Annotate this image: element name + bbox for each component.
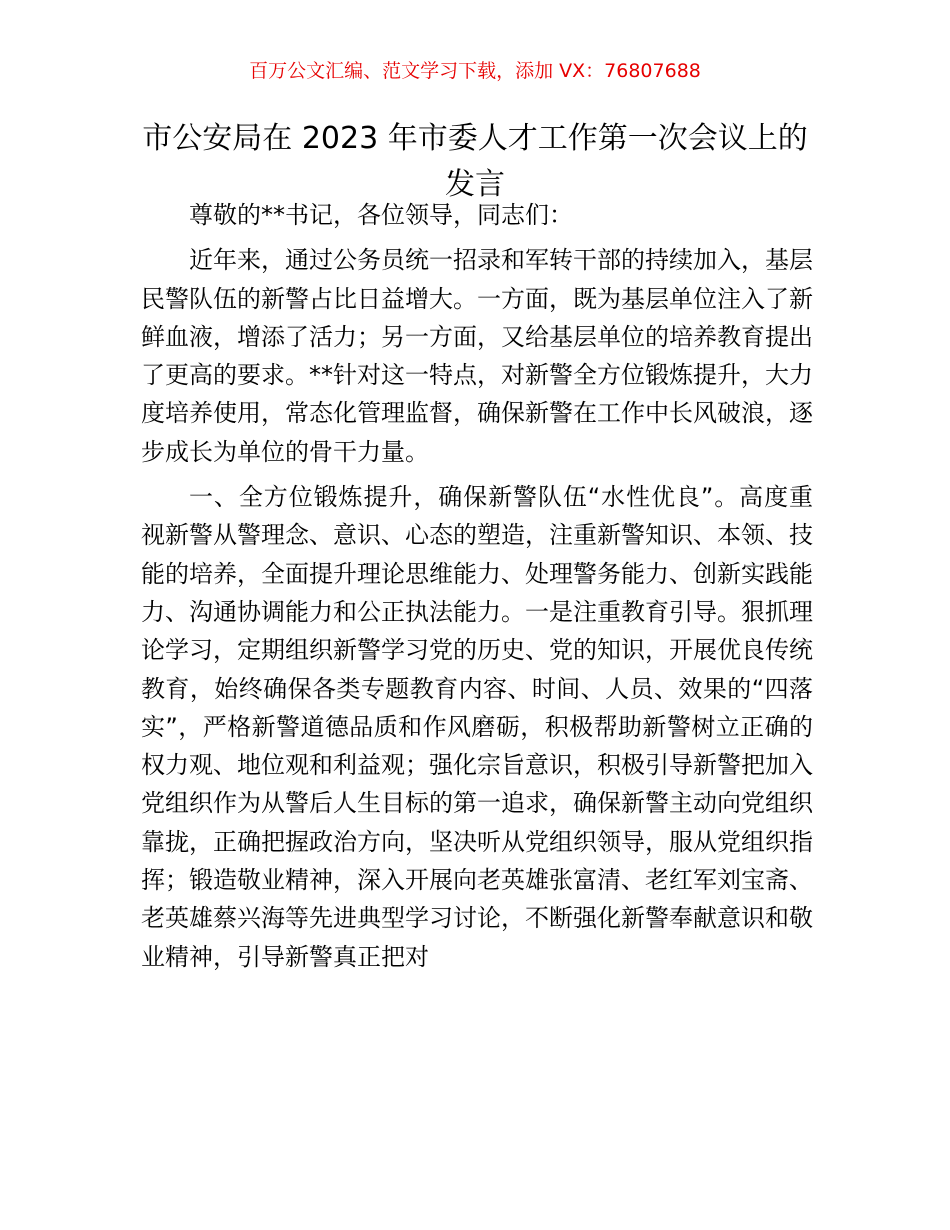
header-watermark-note: 百万公文汇编、范文学习下载，添加 VX：76807688 xyxy=(249,60,701,82)
section-one-paragraph: 一、全方位锻炼提升，确保新警队伍“水性优良”。高度重视新警从警理念、意识、心态的塑造，注重新警知识、本领、技能的培养，全面提升理论思维能力、处理警务能力、创新实践能力、沟通协调能力和公正执法能力。一是注重教育引导。狠抓理论学习，定期组织新警学习党的历史、党的知识，开展优良传统教育，始终确保各类专题教育内容、时间、人员、效果的“四落实”，严格新警道德品质和作风磨砺，积极帮助新警树立正确的权力观、地位观和利益观；强化宗旨意识，积极引导新警把加入党组织作为从警后人生目标的第一追求，确保新警主动向党组织靠拢，正确把握政治方向，坚决听从党组织领导，服从党组织指挥；锻造敬业精神，深入开展向老英雄张富清、老红军刘宝斋、老英雄蔡兴海等先进典型学习讨论，不断强化新警奉献意识和敬业精神，引导新警真正把对 xyxy=(141,483,813,971)
document-title: 市公安局在 2023 年市委人才工作第一次会议上的发言 xyxy=(142,121,808,202)
salutation-paragraph: 尊敬的**书记，各位领导，同志们： xyxy=(189,201,573,229)
intro-paragraph: 近年来，通过公务员统一招录和军转干部的持续加入，基层民警队伍的新警占比日益增大。一方面，既为基层单位注入了新鲜血液，增添了活力；另一方面，又给基层单位的培养教育提出了更高的要求。**针对这一特点，对新警全方位锻炼提升，大力度培养使用，常态化管理监督，确保新警在工作中长风破浪，逐步成长为单位的骨干力量。 xyxy=(141,246,813,466)
document-body xyxy=(141,196,813,983)
